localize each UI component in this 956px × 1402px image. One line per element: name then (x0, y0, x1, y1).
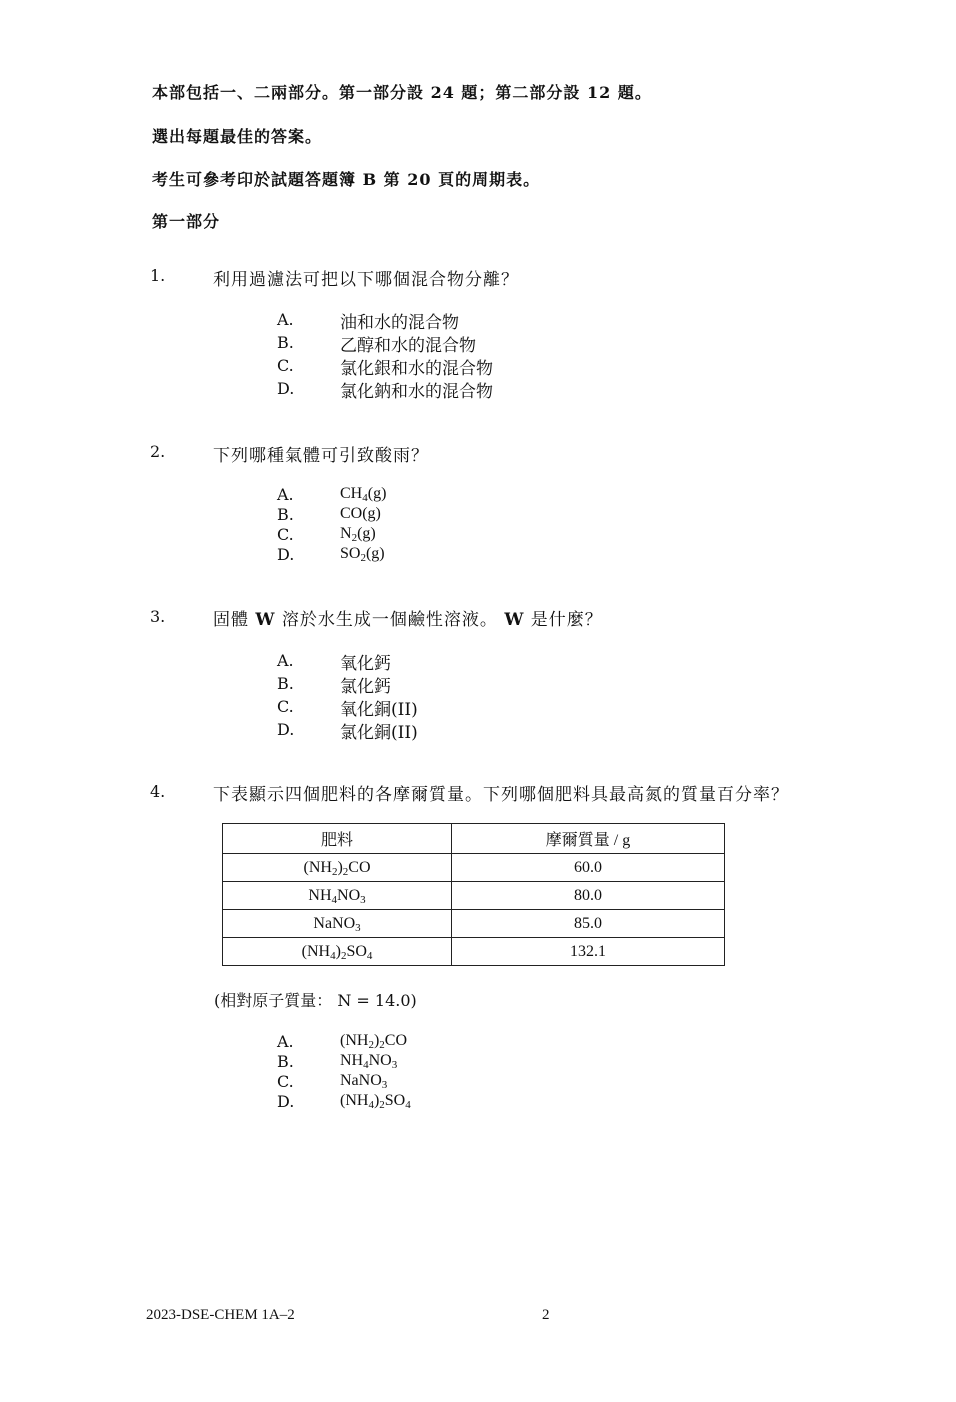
molar-mass: 85.0 (452, 910, 725, 938)
option-text: 氯化銅(II) (340, 723, 418, 743)
table-row (223, 854, 725, 882)
option-formula: $SO_2(g)$ (340, 545, 385, 564)
option-formula: NaNO$_3$ (340, 1072, 388, 1091)
option-label: C. (277, 697, 294, 716)
option-text: 氯化鈣 (340, 677, 391, 697)
question-text: 固體 W 溶於水生成一個鹼性溶液。 W 是什麼？ (213, 610, 603, 630)
table-header: 摩爾質量 / g (452, 824, 725, 854)
fertilizer-table (222, 823, 725, 966)
section-title: 第一部分 (152, 212, 221, 231)
question-number: 3. (150, 607, 166, 626)
question-number: 2. (150, 442, 166, 461)
table-header-row (223, 824, 725, 854)
option-label: A. (277, 310, 294, 329)
option-formula: CO(g) (340, 505, 381, 522)
option-text: 油和水的混合物 (340, 313, 459, 333)
table-row (223, 938, 725, 966)
option-formula: $(NH_4)_2SO_4$ (340, 1092, 411, 1111)
instruction-line-2: 選出每題最佳的答案。 (152, 127, 323, 146)
paper-code: 2023-DSE-CHEM 1A–2 (146, 1307, 295, 1323)
question-text: 下列哪種氣體可引致酸雨？ (213, 446, 429, 466)
option-label: B. (277, 505, 294, 524)
question-number: 4. (150, 782, 166, 801)
fertilizer-formula: $NH_4NO_3$ (223, 882, 452, 910)
option-label: D. (277, 1092, 295, 1111)
option-text: 氯化鈉和水的混合物 (340, 382, 493, 402)
table-header: 肥料 (223, 824, 452, 854)
option-label: B. (277, 674, 294, 693)
molar-mass: 80.0 (452, 882, 725, 910)
option-text: 氧化銅(II) (340, 700, 418, 720)
question-text: 下表顯示四個肥料的各摩爾質量。下列哪個肥料具最高氮的質量百分率？ (213, 785, 789, 805)
option-text: 乙醇和水的混合物 (340, 336, 476, 356)
option-label: A. (277, 651, 294, 670)
table-row (223, 882, 725, 910)
fertilizer-formula: $(NH_2)_2CO$ (223, 854, 452, 882)
page-number: 2 (542, 1307, 550, 1323)
instruction-line-3: 考生可參考印於試題答題簿 B 第 20 頁的周期表。 (152, 170, 541, 189)
molar-mass: 132.1 (452, 938, 725, 966)
option-formula: $N_2(g)$ (340, 525, 376, 544)
option-label: A. (277, 485, 294, 504)
molar-mass: 60.0 (452, 854, 725, 882)
option-label: B. (277, 1052, 294, 1071)
option-label: C. (277, 1072, 294, 1091)
option-formula: $(NH_2)_2CO$ (340, 1032, 407, 1051)
option-label: D. (277, 720, 295, 739)
option-text: 氧化鈣 (340, 654, 391, 674)
option-label: D. (277, 545, 295, 564)
table-row (223, 910, 725, 938)
option-label: C. (277, 356, 294, 375)
relative-atomic-mass-note: (相對原子質量： N = 14.0) (214, 991, 417, 1010)
question-number: 1. (150, 266, 166, 285)
option-formula: $CH_4(g)$ (340, 485, 387, 504)
option-text: 氯化銀和水的混合物 (340, 359, 493, 379)
fertilizer-formula: $(NH_4)_2SO_4$ (223, 938, 452, 966)
option-label: D. (277, 379, 295, 398)
fertilizer-formula: NaNO$_3$ (223, 910, 452, 938)
option-label: C. (277, 525, 294, 544)
option-formula: $NH_4NO_3$ (340, 1052, 398, 1071)
instruction-line-1: 本部包括一、二兩部分。第一部分設 24 題；第二部分設 12 題。 (152, 83, 652, 102)
option-label: A. (277, 1032, 294, 1051)
option-label: B. (277, 333, 294, 352)
question-text: 利用過濾法可把以下哪個混合物分離？ (213, 270, 519, 290)
